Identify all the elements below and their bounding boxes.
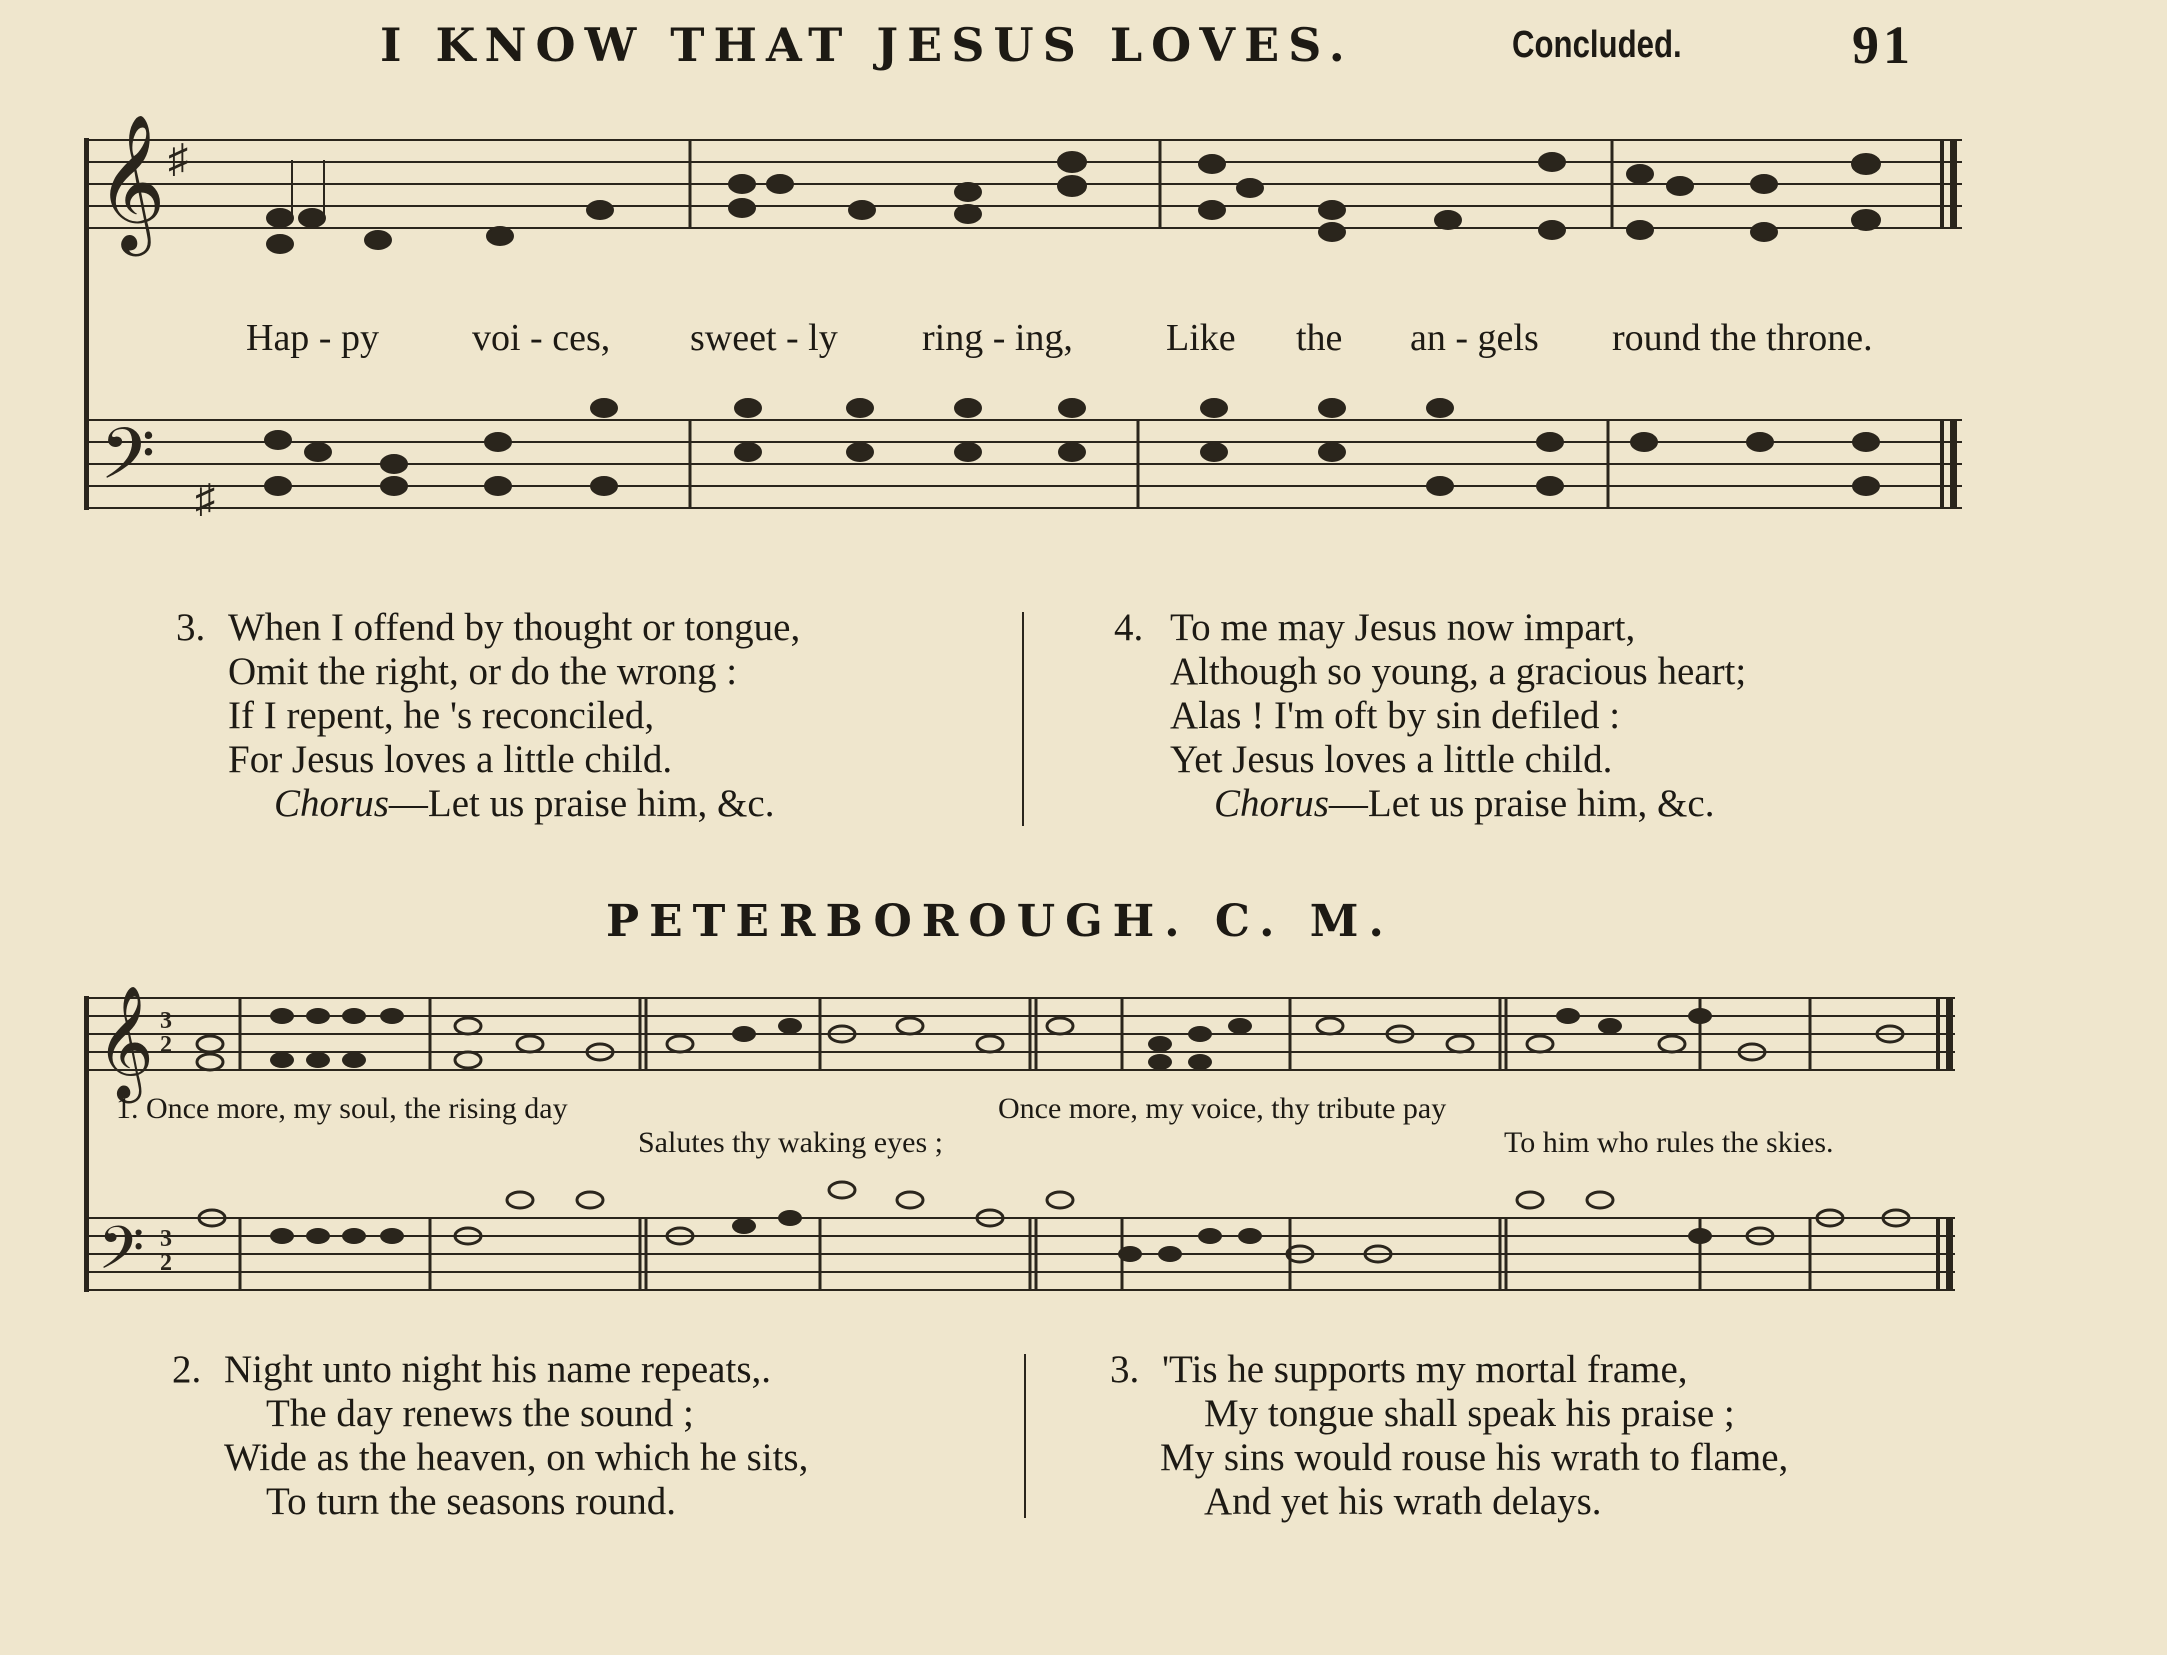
verse-divider bbox=[1024, 1354, 1026, 1518]
verse3-chorus bbox=[274, 782, 774, 826]
lyric-word-4: ring - ing, bbox=[922, 317, 1073, 359]
lyric-word-3: sweet - ly bbox=[690, 317, 838, 359]
lyric-word-7: an - gels bbox=[1410, 317, 1539, 359]
verse4-line-2: Although so young, a gracious heart; bbox=[1170, 650, 1747, 693]
hymn2-verse2-number: 2. bbox=[172, 1348, 202, 1391]
verse4-number: 4. bbox=[1114, 606, 1144, 649]
chorus-text: —Let us praise him, &c. bbox=[388, 782, 775, 825]
svg-text:♯: ♯ bbox=[168, 136, 188, 181]
svg-text:2: 2 bbox=[160, 1250, 172, 1276]
svg-text:3: 3 bbox=[160, 1008, 172, 1034]
lyric-word-6: the bbox=[1296, 317, 1343, 359]
system2-bass-staff bbox=[88, 1218, 1955, 1290]
svg-text:3: 3 bbox=[160, 1226, 172, 1252]
verse4-chorus bbox=[1214, 782, 1714, 826]
hymn2-verse3-number: 3. bbox=[1110, 1348, 1140, 1391]
lyric-word-2: voi - ces, bbox=[472, 317, 611, 359]
verse4-line-4: Yet Jesus loves a little child. bbox=[1170, 738, 1613, 781]
verse3-line-3: If I repent, he 's reconciled, bbox=[228, 694, 655, 737]
hymn2-verse2-line-4: To turn the seasons round. bbox=[266, 1480, 676, 1523]
hymn2-verse3-line-1: 'Tis he supports my mortal frame, bbox=[1162, 1348, 1688, 1391]
svg-text:♯: ♯ bbox=[195, 476, 215, 521]
svg-text:𝄞: 𝄞 bbox=[96, 112, 166, 250]
verse4-line-3: Alas ! I'm oft by sin defiled : bbox=[1170, 694, 1621, 737]
hymn2-lyric-1a: 1. Once more, my soul, the rising day bbox=[116, 1092, 568, 1125]
svg-text:𝄢: 𝄢 bbox=[98, 1213, 145, 1297]
chorus-label: Chorus bbox=[1214, 782, 1329, 825]
lyric-word-1: Hap - py bbox=[246, 317, 379, 359]
svg-text:𝄞: 𝄞 bbox=[96, 985, 154, 1099]
hymn2-verse2-line-3: Wide as the heaven, on which he sits, bbox=[224, 1436, 809, 1479]
svg-text:2: 2 bbox=[160, 1032, 172, 1058]
verse3-line-1: When I offend by thought or tongue, bbox=[228, 606, 801, 649]
hymn2-verse2-line-2: The day renews the sound ; bbox=[266, 1392, 694, 1435]
verse3-line-2: Omit the right, or do the wrong : bbox=[228, 650, 738, 693]
lyric-word-5: Like bbox=[1166, 317, 1236, 359]
lyric-word-8: round the throne. bbox=[1612, 317, 1873, 359]
chorus-text: —Let us praise him, &c. bbox=[1328, 782, 1715, 825]
hymn2-verse3-line-4: And yet his wrath delays. bbox=[1204, 1480, 1602, 1523]
concluded-label: Concluded. bbox=[1512, 24, 1682, 66]
system2-treble-staff bbox=[88, 998, 1955, 1070]
hymn2-lyric-2a: Salutes thy waking eyes ; bbox=[638, 1126, 943, 1159]
chorus-label: Chorus bbox=[274, 782, 389, 825]
page-title: I KNOW THAT JESUS LOVES. bbox=[380, 18, 1354, 72]
hymn-title: PETERBOROUGH. C. M. bbox=[606, 896, 1394, 947]
svg-text:𝄢: 𝄢 bbox=[100, 413, 156, 513]
page-number: 91 bbox=[1852, 15, 1914, 75]
hymn2-lyric-1b: Once more, my voice, thy tribute pay bbox=[998, 1092, 1447, 1125]
hymn2-verse2-line-1: Night unto night his name repeats,. bbox=[224, 1348, 771, 1391]
verse-divider bbox=[1022, 612, 1024, 826]
system1-bass-staff bbox=[88, 420, 1962, 508]
verse3-number: 3. bbox=[176, 606, 206, 649]
verse3-line-4: For Jesus loves a little child. bbox=[228, 738, 673, 781]
hymn2-lyric-2b: To him who rules the skies. bbox=[1504, 1126, 1834, 1159]
verse4-line-1: To me may Jesus now impart, bbox=[1170, 606, 1636, 649]
hymn2-verse3-line-3: My sins would rouse his wrath to flame, bbox=[1160, 1436, 1789, 1479]
hymn2-verse3-line-2: My tongue shall speak his praise ; bbox=[1204, 1392, 1735, 1435]
